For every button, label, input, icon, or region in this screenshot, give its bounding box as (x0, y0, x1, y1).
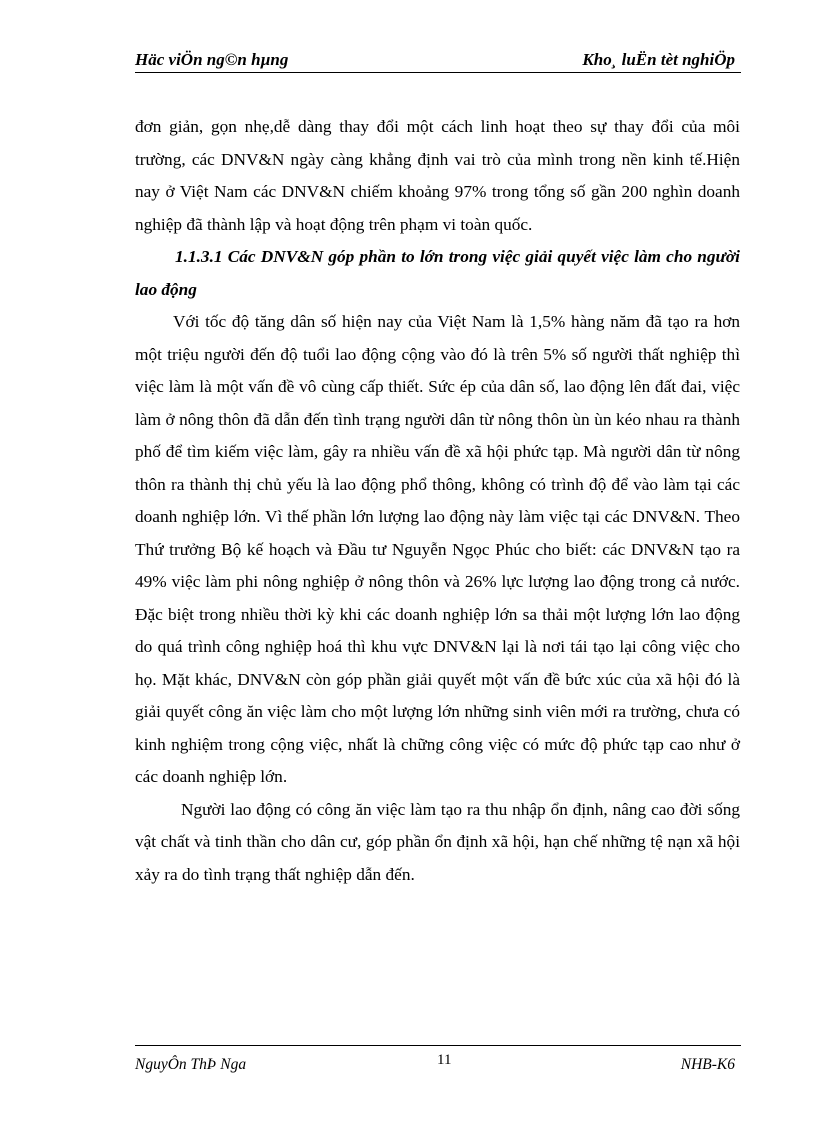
page-header (135, 50, 741, 73)
paragraph-intro: đơn giản, gọn nhẹ,dễ dàng thay đổi một cách linh hoạt theo sự thay đổi của môi trường, các DNV&N ngày càng khẳng định vai trò của mình trong nền kinh tế.Hiện nay ở Việt Nam các DNV&N chiếm khoảng 97% trong tổng số gần 200 nghìn doanh nghiệp đã thành lập và hoạt động trên phạm vi toàn quốc. (135, 117, 740, 234)
document-body (135, 111, 740, 891)
header-school-name: Häc viÖn ng©n hµng (135, 50, 289, 69)
paragraph-income: Người lao động có công ăn việc làm tạo ra thu nhập ổn định, nâng cao đời sống vật chất và tinh thần cho dân cư, góp phần ổn định xã hội, hạn chế những tệ nạn xã hội xảy ra do tình trạng thất nghiệp dẫn đến. (135, 799, 740, 884)
page-footer (135, 1045, 741, 1076)
footer-class-code: NHB-K6 (680, 1056, 735, 1073)
paragraph-employment: Với tốc độ tăng dân số hiện nay của Việt Nam là 1,5% hàng năm đã tạo ra hơn một triệu người đến độ tuổi lao động cộng vào đó là trên 5% số người thất nghiệp thì việc làm là một vấn đề vô cùng cấp thiết. Sức ép của dân số, lao động lên đất đai, việc làm ở nông thôn đã dẫn đến tình trạng người dân từ nông thôn ùn ùn kéo nhau ra thành phố để tìm kiếm việc làm, gây ra nhiều vấn đề xã hội phức tạp. Mà người dân từ nông thôn ra thành thị chủ yếu là lao động phổ thông, không có trình độ để vào làm tại các doanh nghiệp lớn. Vì thế phần lớn lượng lao động này làm việc tại các DNV&N. Theo Thứ trưởng Bộ kế hoạch và Đầu tư Nguyễn Ngọc Phúc cho biết: các DNV&N tạo ra 49% việc làm phi nông nghiệp ở nông thôn và 26% lực lượng lao động trong cả nước. Đặc biệt trong nhiều thời kỳ khi các doanh nghiệp lớn sa thải một lượng lớn lao động do quá trình công nghiệp hoá thì khu vực DNV&N lại là nơi tái tạo lại công việc cho họ. Mặt khác, DNV&N còn góp phần giải quyết một vấn đề bức xúc của xã hội đó là giải quyết công ăn việc làm cho một lượng lớn những sinh viên mới ra trường, chưa có kinh nghiệm trong cộng việc, nhất là chững công việc có mức độ phức tạp cao như ở các doanh nghiệp lớn. (135, 312, 740, 786)
header-thesis-label: Kho¸ luËn tèt nghiÖp (582, 50, 735, 69)
page-number: 11 (437, 1052, 452, 1068)
section-heading: 1.1.3.1 Các DNV&N góp phần to lớn trong việc giải quyết việc làm cho người lao động (135, 247, 740, 299)
footer-author: NguyÔn ThÞ Nga (135, 1056, 247, 1073)
